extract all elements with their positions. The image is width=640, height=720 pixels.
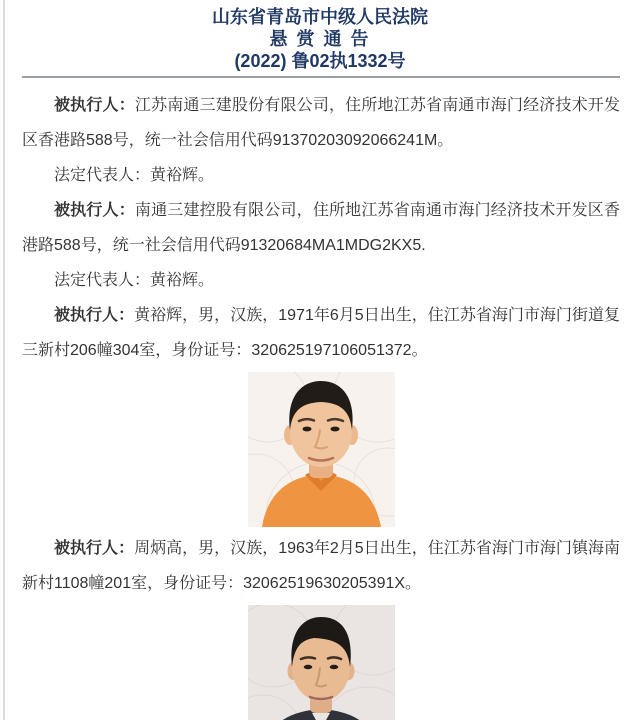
legal-rep-paragraph-2: [22, 263, 620, 298]
debtor-paragraph-2: [22, 193, 620, 263]
eye-left: [302, 427, 311, 432]
legal-rep-paragraph-1: [22, 158, 620, 193]
debtor-paragraph-1: [22, 88, 620, 158]
portrait-photo-1: [248, 372, 395, 527]
legal-rep-info: 黄裕辉。: [150, 272, 215, 289]
debtor-label: 被执行人：: [54, 540, 135, 557]
page-left-border: [3, 0, 5, 720]
debtor-photo-figure-2: [248, 605, 395, 720]
debtor-info: 江苏南通三建股份有限公司，住所地江苏省南通市海门经济技术开发区香港路588号，统一社会信用代码91370203092066241M。: [22, 97, 620, 149]
debtor-label: 被执行人：: [54, 307, 135, 324]
debtor-info: 周炳高，男，汉族，1963年2月5日出生，住江苏省海门市海门镇海南新村1108幢201室，身份证号：32062519630205391X。: [22, 540, 620, 592]
debtor-label: 被执行人：: [54, 202, 135, 219]
legal-rep-label: 法定代表人：: [54, 167, 151, 184]
debtor-label: 被执行人：: [54, 97, 135, 114]
debtor-photo-figure-1: [248, 372, 395, 527]
debtor-paragraph-3: [22, 298, 620, 368]
debtor-info: 南通三建控股有限公司，住所地江苏省南通市海门经济技术开发区香港路588号，统一社会信用代码91320684MA1MDG2KX5.: [22, 202, 620, 254]
debtor-info: 黄裕辉，男，汉族，1971年6月5日出生，住江苏省海门市海门街道复三新村206幢304室，身份证号：320625197106051372。: [22, 307, 620, 359]
debtor-paragraph-4: [22, 531, 620, 601]
portrait-photo-2: [248, 605, 395, 720]
eye-left: [303, 665, 312, 669]
eye-right: [330, 427, 339, 432]
case-number: (2022) 鲁02执1332号: [234, 51, 406, 71]
legal-rep-info: 黄裕辉。: [150, 167, 215, 184]
notice-title: 悬 赏 通 告: [269, 29, 371, 49]
notice-header: [0, 0, 640, 72]
eye-right: [329, 665, 338, 669]
legal-rep-label: 法定代表人：: [54, 272, 151, 289]
court-name: 山东省青岛市中级人民法院: [212, 7, 428, 27]
notice-body: [0, 78, 640, 720]
